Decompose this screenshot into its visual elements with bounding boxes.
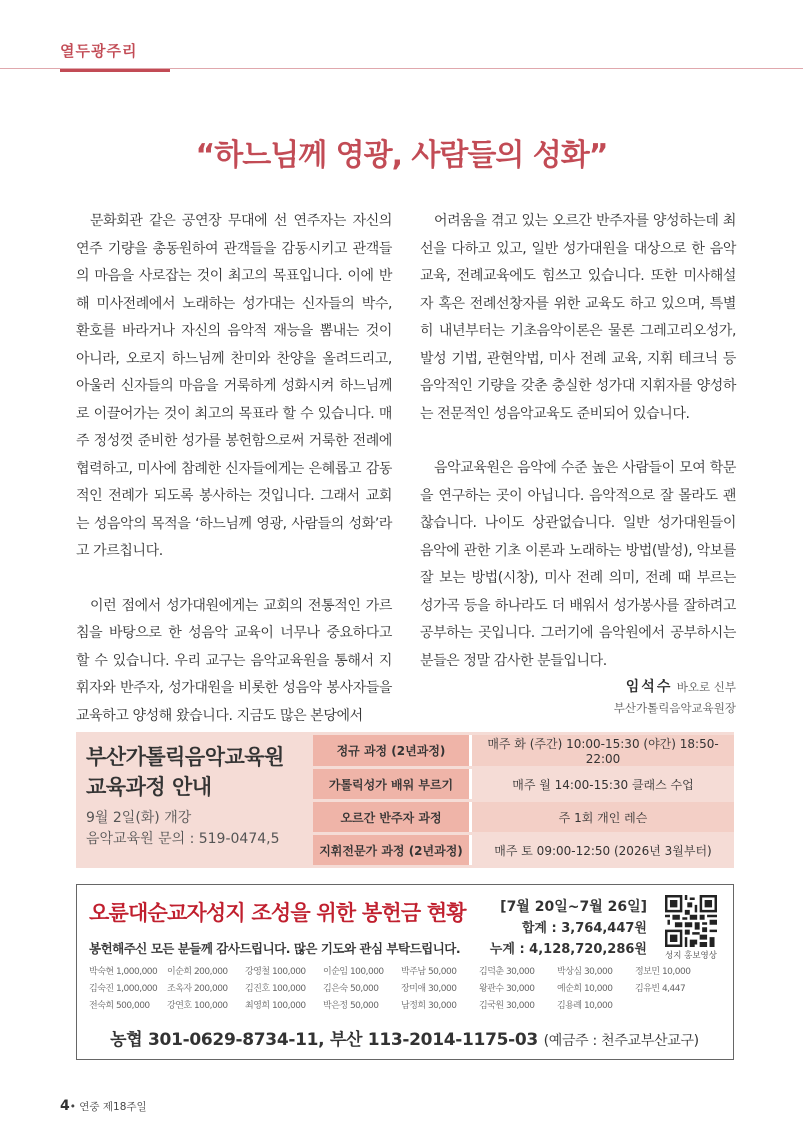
qr-code-icon[interactable] (665, 895, 717, 947)
list-item: 김은숙 50,000 (323, 984, 379, 994)
author-signature (420, 676, 736, 718)
section-tag: 열두광주리 (60, 40, 170, 72)
donation-box (76, 884, 734, 1060)
article-column-left (76, 208, 392, 730)
course-name: 지휘전문가 과정 (2년과정) (313, 835, 469, 865)
course-schedule: 주 1회 개인 레슨 (469, 802, 734, 832)
course-name: 가톨릭성가 배워 부르기 (313, 769, 469, 799)
list-item (635, 999, 711, 1013)
donation-cumulative: 누계 : 4,128,720,286원 (489, 942, 647, 957)
list-item: 김진호 100,000 (245, 984, 306, 994)
list-item: 강연호 100,000 (167, 1001, 228, 1011)
list-item: 김용례 10,000 (557, 1001, 613, 1011)
table-row (313, 802, 734, 832)
page-number: 4 (60, 1098, 70, 1114)
course-title-line2: 교육과정 안내 (86, 775, 212, 799)
list-item: 박상심 30,000 (557, 967, 613, 977)
list-item: 예순희 10,000 (557, 984, 613, 994)
course-opening-date: 9월 2일(화) 개강 (86, 810, 192, 826)
list-item: 전숙희 500,000 (89, 1001, 150, 1011)
list-item: 박숙현 1,000,000 (89, 967, 158, 977)
list-item: 조옥자 200,000 (167, 984, 228, 994)
author-organization: 부산가톨릭음악교육원장 (613, 701, 736, 715)
article-paragraph: 어려움을 겪고 있는 오르간 반주자를 양성하는데 최선을 다하고 있고, 일반 성가대원을 대상으로 한 음악교육, 전례교육에도 힘쓰고 있습니다. 또한 미사해설자 혹은 전례선창자를 위한 교육도 하고 있으며, 특별히 내년부터는 기초음악이론은 물론 그레고리오성가, 발성 기법, 관현악법, 미사 전례 교육, 지휘 테크닉 등 음악적인 기량을 갖춘 충실한 성가대 지휘자를 양성하는 전문적인 성음악교육도 준비되어 있습니다. (420, 213, 736, 422)
course-schedule: 매주 화 (주간) 10:00-15:30 (야간) 18:50-22:00 (469, 735, 734, 766)
table-row (313, 735, 734, 766)
header-divider (0, 68, 803, 69)
page-footer (60, 1098, 147, 1114)
donation-period: [7월 20일~7월 26일] (500, 899, 647, 915)
course-info-heading (86, 742, 311, 850)
donation-title: 오륜대순교자성지 조성을 위한 봉헌금 현황 (89, 901, 466, 925)
course-name: 정규 과정 (2년과정) (313, 735, 469, 766)
list-item: 박주남 50,000 (401, 967, 457, 977)
article-title: “하느님께 영광, 사람들의 성화” (195, 138, 608, 173)
author-title: 바오로 신부 (676, 680, 736, 694)
account-holder: (예금주 : 천주교부산교구) (543, 1033, 699, 1049)
article-paragraph: 문화회관 같은 공연장 무대에 선 연주자는 자신의 연주 기량을 총동원하여 관객들을 감동시키고 관객들의 마음을 사로잡는 것이 최고의 목표입니다. 이에 반해 미사전례에서 노래하는 성가대는 신자들의 박수, 환호를 바라거나 자신의 음악적 재능을 뽐내는 것이 아니라, 오로지 하느님께 찬미와 찬양을 올려드리고, 아울러 신자들의 마음을 거룩하게 성화시켜 하느님께로 이끌어가는 것이 최고의 목표라 할 수 있습니다. 매주 정성껏 준비한 성가를 봉헌함으로써 거룩한 전례에 협력하고, 미사에 참례한 신자들에게는 은혜롭고 감동적인 전례가 되도록 봉사하는 것입니다. 그래서 교회는 성음악의 목적을 ‘하느님께 영광, 사람들의 성화’라고 가르칩니다. (76, 213, 392, 559)
donation-subtotal: 합계 : 3,764,447원 (521, 921, 647, 936)
list-item: 김숙진 1,000,000 (89, 984, 158, 994)
course-schedule: 매주 토 09:00-12:50 (2026년 3월부터) (469, 835, 734, 865)
course-info-box (76, 732, 734, 868)
list-item: 이순임 100,000 (323, 967, 384, 977)
donation-summary (407, 897, 647, 960)
course-schedule: 매주 월 14:00-15:30 클래스 수업 (469, 769, 734, 799)
article-column-right (420, 208, 736, 675)
list-item: 장미애 30,000 (401, 984, 457, 994)
course-contact: 음악교육원 문의 : 519-0474,5 (86, 831, 280, 847)
list-item: 남정희 30,000 (401, 1001, 457, 1011)
author-name: 임석수 (625, 679, 673, 695)
bank-account (77, 1025, 732, 1050)
list-item: 강영철 100,000 (245, 967, 306, 977)
list-item: 박은정 50,000 (323, 1001, 379, 1011)
list-item: 김덕춘 30,000 (479, 967, 535, 977)
donor-list (89, 965, 729, 1013)
donation-thanks: 봉헌해주신 모든 분들께 감사드립니다. 많은 기도와 관심 부탁드립니다. (89, 941, 461, 956)
list-item: 최영희 100,000 (245, 1001, 306, 1011)
account-numbers: 농협 301-0629-8734-11, 부산 113-2014-1175-03 (110, 1030, 538, 1050)
list-item: 김국원 30,000 (479, 1001, 535, 1011)
list-item: 이순희 200,000 (167, 967, 228, 977)
course-title-line1: 부산가톨릭음악교육원 (86, 745, 284, 769)
course-name: 오르간 반주자 과정 (313, 802, 469, 832)
qr-caption: 성지 홍보영상 (665, 951, 717, 961)
course-table (313, 732, 734, 868)
table-row (313, 835, 734, 865)
table-row (313, 769, 734, 799)
issue-label: • 연중 제18주일 (69, 1101, 147, 1113)
list-item: 김유빈 4,447 (635, 984, 686, 994)
list-item: 왕관수 30,000 (479, 984, 535, 994)
article-paragraph: 이런 점에서 성가대원에게는 교회의 전통적인 가르침을 바탕으로 한 성음악 교육이 너무나 중요하다고 할 수 있습니다. 우리 교구는 음악교육원을 통해서 지휘자와 반주자, 성가대원을 비롯한 성음악 봉사자들을 교육하고 양성해 왔습니다. 지금도 많은 본당에서 (76, 597, 392, 724)
article-paragraph: 음악교육원은 음악에 수준 높은 사람들이 모여 학문을 연구하는 곳이 아닙니다. 음악적으로 잘 몰라도 괜찮습니다. 나이도 상관없습니다. 일반 성가대원들이 음악에 관한 기초 이론과 노래하는 방법(발성), 악보를 잘 보는 방법(시창), 미사 전례 의미, 전례 때 부르는 성가곡 등을 하나라도 더 배워서 성가봉사를 잘하려고 공부하는 곳입니다. 그러기에 음악원에서 공부하시는 분들은 정말 감사한 분들입니다. (420, 460, 736, 669)
list-item: 정보민 10,000 (635, 967, 691, 977)
